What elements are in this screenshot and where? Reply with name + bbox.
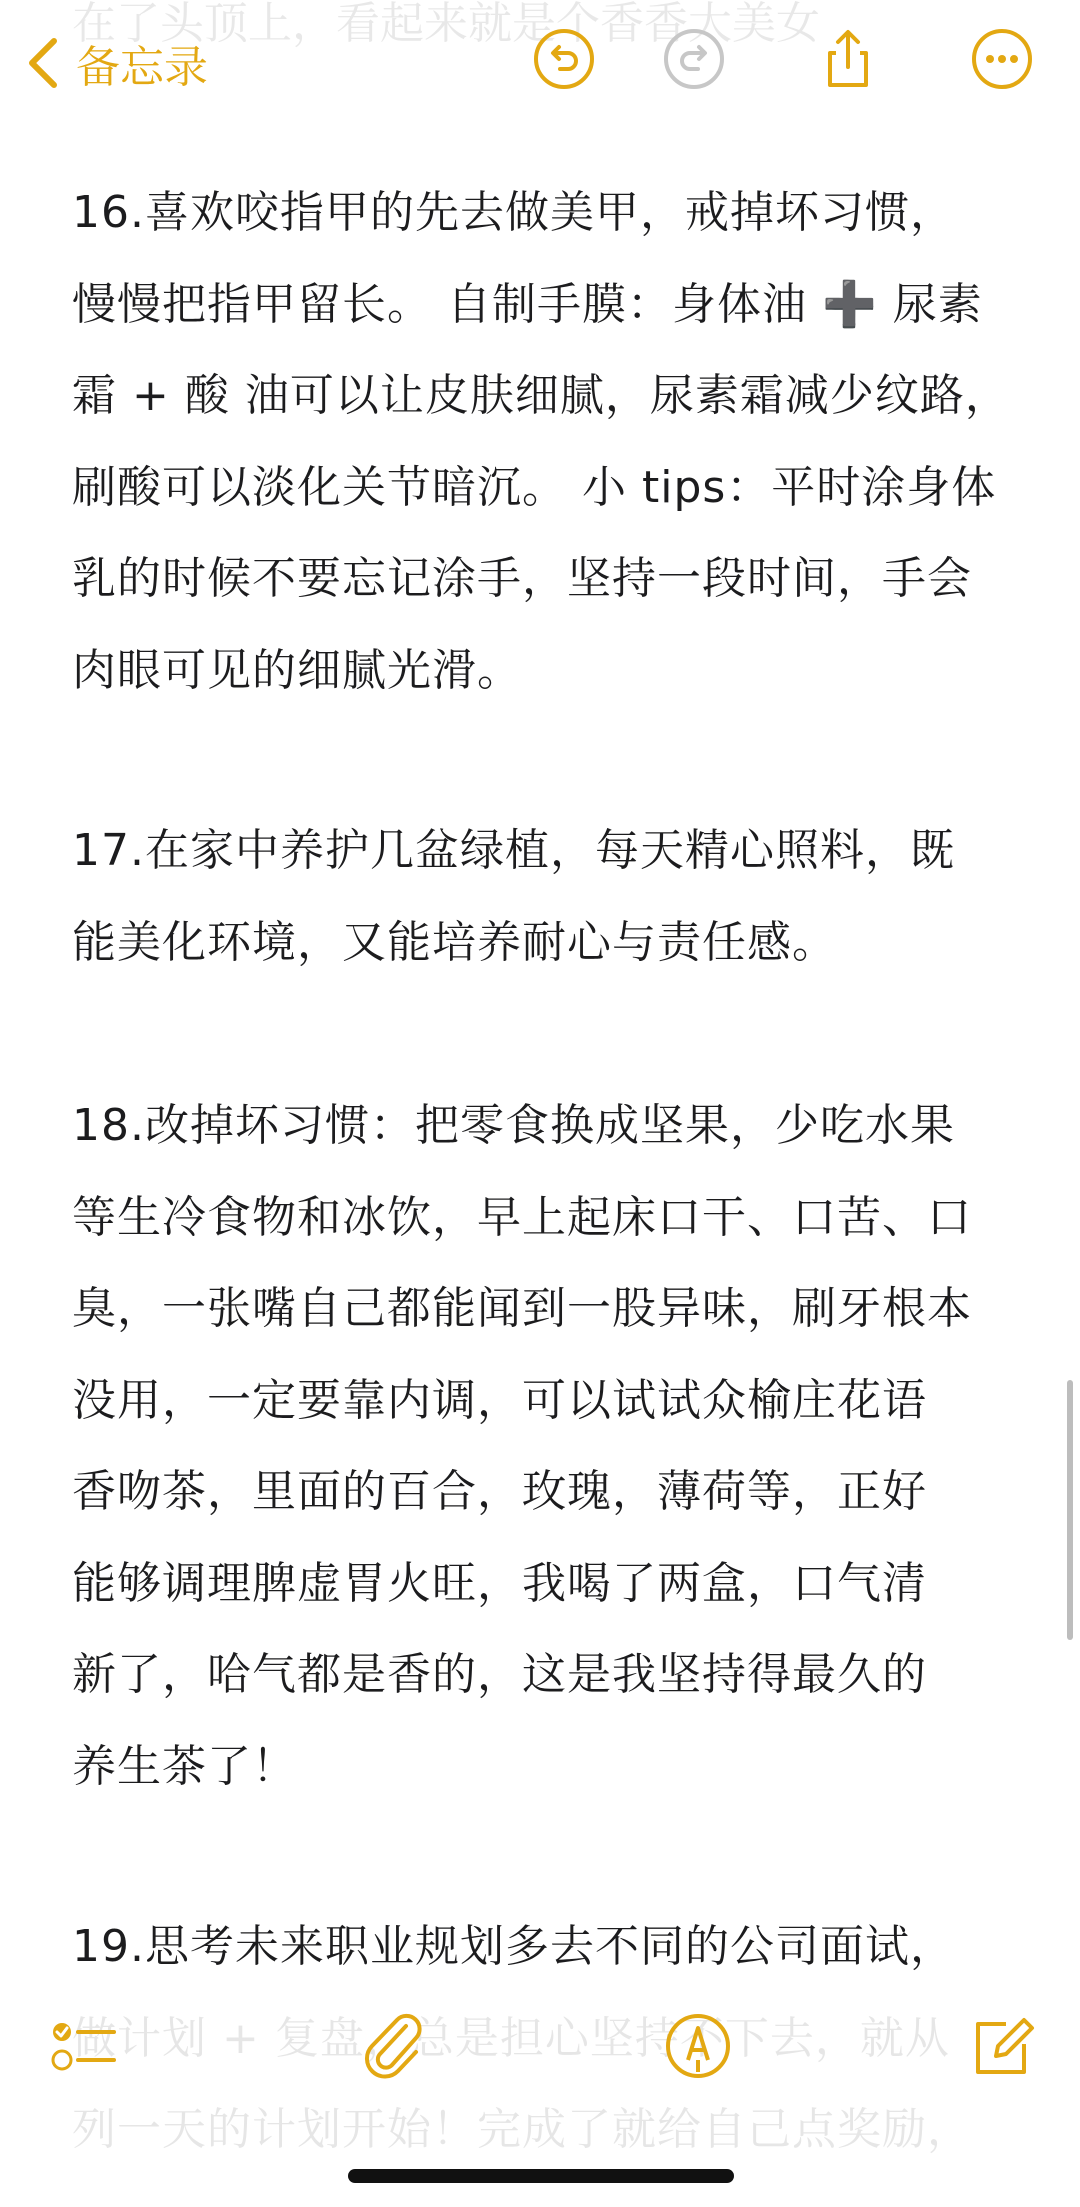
note-line: 18.改掉坏习惯：把零食换成坚果，少吃水果 <box>72 1100 955 1151</box>
share-icon[interactable] <box>816 27 880 91</box>
compose-icon[interactable] <box>966 2010 1038 2082</box>
redo-icon[interactable] <box>662 27 726 91</box>
note-paragraph-18[interactable] <box>72 1080 1022 1812</box>
note-line: 臭，一张嘴自己都能闻到一股异味，刷牙根本 <box>72 1283 972 1334</box>
note-line: 刷酸可以淡化关节暗沉。 小 tips：平时涂身体 <box>72 461 997 513</box>
note-line: 19.思考未来职业规划多去不同的公司面试， <box>72 1921 955 1972</box>
note-line: 香吻茶，里面的百合，玫瑰，薄荷等，正好 <box>72 1466 927 1517</box>
note-line: 新了，哈气都是香的，这是我坚持得最久的 <box>72 1649 927 1700</box>
note-line: 等生冷食物和冰饮，早上起床口干、口苦、口 <box>72 1191 972 1243</box>
note-line: 乳的时候不要忘记涂手，坚持一段时间，手会 <box>72 553 972 604</box>
note-line: 养生茶了！ <box>72 1740 297 1792</box>
undo-icon[interactable] <box>532 27 596 91</box>
faded-previous-line: 在了头顶上，看起来就是个香香大美女 <box>72 0 820 49</box>
note-line: 没用，一定要靠内调，可以试试众榆庄花语 <box>72 1374 927 1426</box>
note-line: 16.喜欢咬指甲的先去做美甲，戒掉坏习惯， <box>72 187 955 238</box>
note-line: 能美化环境，又能培养耐心与责任感。 <box>72 916 837 968</box>
note-line: 17.在家中养护几盆绿植，每天精心照料，既 <box>72 825 955 876</box>
top-navigation-bar <box>0 0 1080 130</box>
checklist-icon[interactable] <box>48 2010 120 2082</box>
note-line: 慢慢把指甲留长。 自制手膜：身体油 ➕ 尿素 <box>72 278 983 330</box>
note-line-faded: 列一天的计划开始！完成了就给自己点奖励， <box>72 2104 972 2155</box>
back-button[interactable] <box>22 28 208 98</box>
note-paragraph-16[interactable] <box>72 167 1022 716</box>
note-paragraph-17[interactable] <box>72 805 1022 988</box>
back-button-label: 备忘录 <box>76 42 208 93</box>
note-line-faded: 做计划 + 复盘，总是担心坚持不下去，就从 <box>72 2012 950 2064</box>
note-line: 肉眼可见的细腻光滑。 <box>72 644 522 696</box>
chevron-left-icon <box>22 35 62 91</box>
markup-pen-icon[interactable] <box>662 2010 734 2082</box>
paperclip-icon[interactable] <box>358 2010 430 2082</box>
home-indicator[interactable] <box>348 2169 734 2183</box>
note-line: 能够调理脾虚胃火旺，我喝了两盒，口气清 <box>72 1557 927 1609</box>
bottom-toolbar <box>0 2010 1080 2110</box>
note-line: 霜 + 酸 油可以让皮肤细腻，尿素霜减少纹路， <box>72 370 1010 421</box>
vertical-scrollbar[interactable] <box>1067 1380 1073 1640</box>
more-icon[interactable] <box>970 27 1034 91</box>
